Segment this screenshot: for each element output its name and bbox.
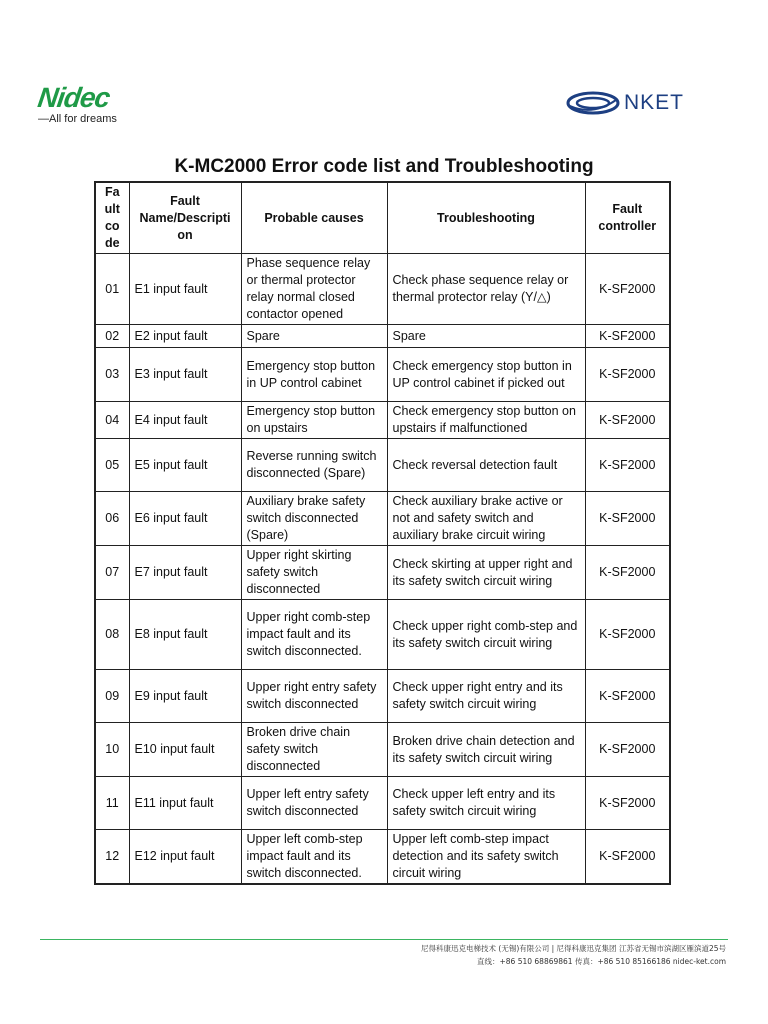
cell-name: E5 input fault bbox=[129, 439, 241, 492]
cell-controller: K-SF2000 bbox=[585, 325, 670, 348]
table-row bbox=[95, 830, 670, 885]
table-row bbox=[95, 723, 670, 777]
cell-fix: Check auxiliary brake active or not and safety switch and auxiliary brake circuit wiring bbox=[387, 492, 585, 546]
cell-code: 10 bbox=[95, 723, 129, 777]
cell-cause: Upper right entry safety switch disconnected bbox=[241, 670, 387, 723]
nidec-tagline: —All for dreams bbox=[38, 113, 117, 125]
cell-fix: Check upper right entry and its safety switch circuit wiring bbox=[387, 670, 585, 723]
cell-controller: K-SF2000 bbox=[585, 546, 670, 600]
cell-fix: Check emergency stop button on upstairs if malfunctioned bbox=[387, 402, 585, 439]
cell-fix: Check reversal detection fault bbox=[387, 439, 585, 492]
cell-controller: K-SF2000 bbox=[585, 830, 670, 885]
cell-cause: Broken drive chain safety switch disconnected bbox=[241, 723, 387, 777]
column-header-code: Fa ult co de bbox=[95, 182, 129, 254]
cell-name: E12 input fault bbox=[129, 830, 241, 885]
cell-cause: Phase sequence relay or thermal protector relay normal closed contactor opened bbox=[241, 254, 387, 325]
cell-code: 08 bbox=[95, 600, 129, 670]
error-code-table bbox=[94, 181, 671, 885]
table-row bbox=[95, 777, 670, 830]
table-row bbox=[95, 600, 670, 670]
cell-code: 05 bbox=[95, 439, 129, 492]
footer-divider bbox=[40, 939, 728, 940]
nidec-logo-text: Nidec bbox=[35, 82, 112, 113]
cell-controller: K-SF2000 bbox=[585, 723, 670, 777]
nket-logo-text: NKET bbox=[624, 91, 685, 114]
cell-code: 04 bbox=[95, 402, 129, 439]
cell-name: E6 input fault bbox=[129, 492, 241, 546]
cell-name: E3 input fault bbox=[129, 348, 241, 402]
cell-cause: Spare bbox=[241, 325, 387, 348]
footer-contact: 直线：+86 510 68869861 传真：+86 510 85166186 nidec-ket.com bbox=[476, 957, 726, 966]
cell-code: 11 bbox=[95, 777, 129, 830]
cell-controller: K-SF2000 bbox=[585, 254, 670, 325]
cell-name: E2 input fault bbox=[129, 325, 241, 348]
table-row bbox=[95, 402, 670, 439]
cell-cause: Reverse running switch disconnected (Spare) bbox=[241, 439, 387, 492]
cell-name: E10 input fault bbox=[129, 723, 241, 777]
table-row bbox=[95, 546, 670, 600]
cell-name: E7 input fault bbox=[129, 546, 241, 600]
cell-cause: Upper left entry safety switch disconnected bbox=[241, 777, 387, 830]
column-header-causes: Probable causes bbox=[241, 182, 387, 254]
cell-cause: Auxiliary brake safety switch disconnected (Spare) bbox=[241, 492, 387, 546]
table-row bbox=[95, 348, 670, 402]
cell-code: 12 bbox=[95, 830, 129, 885]
cell-cause: Upper left comb-step impact fault and its switch disconnected. bbox=[241, 830, 387, 885]
cell-fix: Check upper left entry and its safety switch circuit wiring bbox=[387, 777, 585, 830]
cell-controller: K-SF2000 bbox=[585, 402, 670, 439]
cell-code: 09 bbox=[95, 670, 129, 723]
nket-logo bbox=[566, 90, 684, 116]
cell-fix: Check upper right comb-step and its safety switch circuit wiring bbox=[387, 600, 585, 670]
cell-fix: Spare bbox=[387, 325, 585, 348]
cell-controller: K-SF2000 bbox=[585, 670, 670, 723]
cell-code: 07 bbox=[95, 546, 129, 600]
cell-fix: Check phase sequence relay or thermal protector relay (Y/△) bbox=[387, 254, 585, 325]
footer-address: 尼得科康迅克电梯技术 (无锡)有限公司 | 尼得科康迅克集团 江苏省无锡市滨湖区雁滨道25号 bbox=[421, 944, 726, 953]
table-row bbox=[95, 254, 670, 325]
table-row bbox=[95, 325, 670, 348]
column-header-controller: Fault controller bbox=[585, 182, 670, 254]
column-header-troubleshooting: Troubleshooting bbox=[387, 182, 585, 254]
column-header-name: Fault Name/Descripti on bbox=[129, 182, 241, 254]
nket-swoosh-icon bbox=[566, 90, 620, 116]
cell-name: E11 input fault bbox=[129, 777, 241, 830]
cell-code: 02 bbox=[95, 325, 129, 348]
cell-controller: K-SF2000 bbox=[585, 600, 670, 670]
table-row bbox=[95, 670, 670, 723]
cell-name: E9 input fault bbox=[129, 670, 241, 723]
table-row bbox=[95, 492, 670, 546]
cell-fix: Upper left comb-step impact detection and its safety switch circuit wiring bbox=[387, 830, 585, 885]
nidec-logo bbox=[35, 82, 148, 125]
cell-fix: Check emergency stop button in UP control cabinet if picked out bbox=[387, 348, 585, 402]
table-header-row bbox=[95, 182, 670, 254]
cell-code: 01 bbox=[95, 254, 129, 325]
cell-code: 03 bbox=[95, 348, 129, 402]
cell-fix: Check skirting at upper right and its safety switch circuit wiring bbox=[387, 546, 585, 600]
cell-controller: K-SF2000 bbox=[585, 492, 670, 546]
cell-name: E8 input fault bbox=[129, 600, 241, 670]
cell-cause: Emergency stop button in UP control cabinet bbox=[241, 348, 387, 402]
cell-cause: Upper right skirting safety switch disconnected bbox=[241, 546, 387, 600]
cell-fix: Broken drive chain detection and its safety switch circuit wiring bbox=[387, 723, 585, 777]
cell-name: E1 input fault bbox=[129, 254, 241, 325]
page-title: K-MC2000 Error code list and Troubleshooting bbox=[174, 156, 594, 177]
cell-name: E4 input fault bbox=[129, 402, 241, 439]
cell-controller: K-SF2000 bbox=[585, 777, 670, 830]
cell-controller: K-SF2000 bbox=[585, 439, 670, 492]
table-row bbox=[95, 439, 670, 492]
cell-code: 06 bbox=[95, 492, 129, 546]
cell-cause: Emergency stop button on upstairs bbox=[241, 402, 387, 439]
footer bbox=[421, 942, 726, 968]
cell-cause: Upper right comb-step impact fault and its switch disconnected. bbox=[241, 600, 387, 670]
cell-controller: K-SF2000 bbox=[585, 348, 670, 402]
